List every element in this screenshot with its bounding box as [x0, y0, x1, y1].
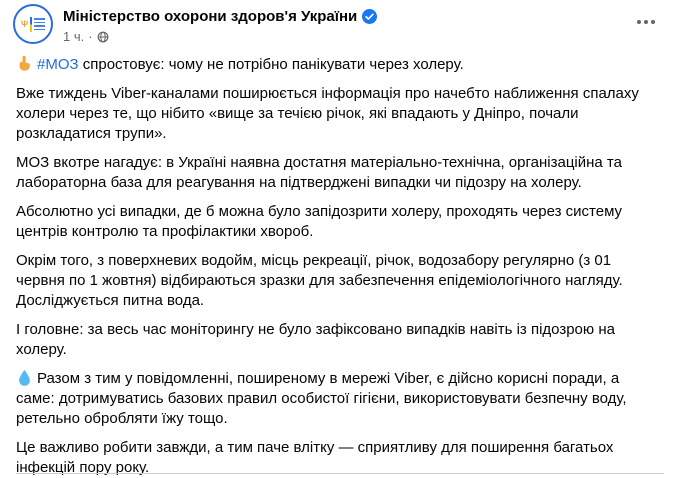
post-meta [63, 29, 377, 44]
dot-icon [651, 20, 655, 24]
paragraph: Окрім того, з поверхневих водойм, місць рекреації, річок, водозабору регулярно (з 01 червня по 1 жовтня) відбираються зразки для забезпечення епідеміологічного нагляду. Досліджується питна вода. [16, 252, 623, 309]
header-info [63, 4, 377, 44]
index-pointing-up-emoji [16, 55, 33, 72]
paragraph: І головне: за весь час моніторингу не було зафіксовано випадків навіть із підозрою на холеру. [16, 321, 615, 358]
paragraph-advice [16, 369, 662, 429]
paragraph: Абсолютно усі випадки, де б можна було запідозрити холеру, проходять через систему центрів контролю та профілактики хвороб. [16, 203, 623, 240]
avatar[interactable] [13, 4, 53, 44]
paragraph: МОЗ вкотре нагадує: в Україні наявна достатня матеріально-технічна, організаційна та лабораторна база для реагування на підтверджені випадки чи підозру на холеру. [16, 154, 622, 191]
more-options-button[interactable] [628, 8, 664, 36]
hashtag-link[interactable]: #МОЗ [37, 56, 79, 73]
headline-text: спростовує: чому не потрібно панікувати через холеру. [78, 56, 464, 73]
post-divider [16, 473, 664, 474]
timestamp[interactable]: 1 ч. [63, 29, 85, 44]
droplet-emoji [16, 369, 33, 386]
logo-text-lines [34, 18, 45, 30]
paragraph: Це важливо робити завжди, а тим паче влітку — сприятливу для поширення багатьох інфекцій пору року. [16, 439, 614, 476]
advice-text: Разом з тим у повідомленні, поширеному в мережі Viber, є дійсно корисні поради, а саме: дотримуватись базових правил особистої гігієни, використовувати безпечну воду, ретельно обробляти їжу тощо. [16, 370, 627, 427]
meta-separator: · [88, 29, 93, 44]
verified-badge-icon [362, 9, 377, 24]
dot-icon [644, 20, 648, 24]
post-content [0, 44, 680, 478]
paragraph: Вже тиждень Viber-каналами поширюється інформація про начебто наближення спалаху холери через те, що нібито «вище за течією річок, які впадають у Дніпро, почали розкладатися трупи». [16, 85, 639, 142]
trident-icon: Ψ [20, 18, 29, 29]
dot-icon [637, 20, 641, 24]
post-header [0, 0, 680, 44]
paragraph-headline [16, 55, 662, 75]
globe-icon [97, 31, 109, 43]
flag-stripe [30, 17, 32, 32]
author-name[interactable]: Міністерство охорони здоров'я України [63, 8, 358, 25]
